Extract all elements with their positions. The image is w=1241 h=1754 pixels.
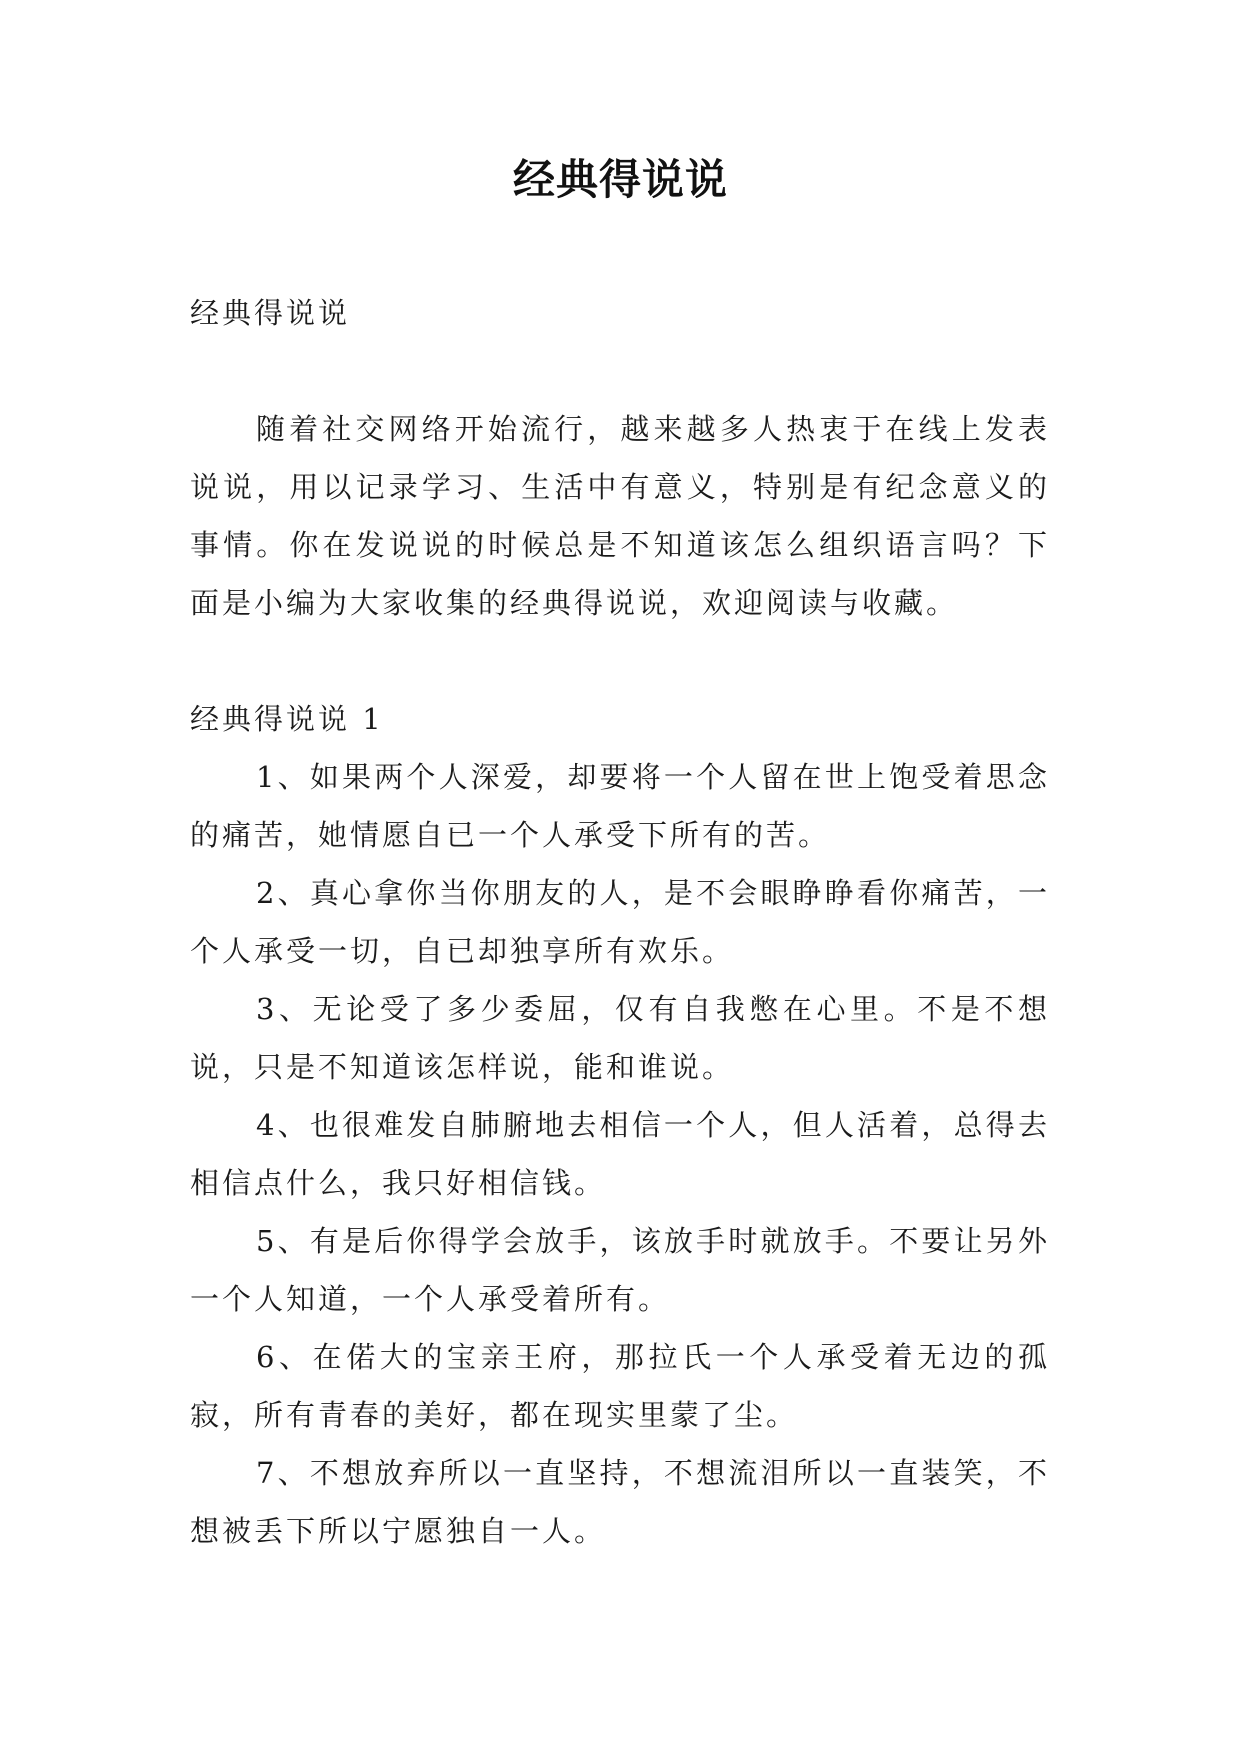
document-body [190, 284, 1050, 1560]
document-title: 经典得说说 [512, 155, 728, 204]
list-item: 5、有是后你得学会放手，该放手时就放手。不要让另外一个人知道，一个人承受着所有。 [190, 1224, 1050, 1316]
list-item: 3、无论受了多少委屈，仅有自我憋在心里。不是不想说，只是不知道该怎样说，能和谁说。 [190, 992, 1050, 1084]
spacer [190, 632, 1050, 690]
intro-paragraph: 随着社交网络开始流行，越来越多人热衷于在线上发表说说，用以记录学习、生活中有意义，特别是有纪念意义的事情。你在发说说的时候总是不知道该怎么组织语言吗？下面是小编为大家收集的经典得说说，欢迎阅读与收藏。 [190, 412, 1050, 620]
spacer [190, 342, 1050, 400]
document-subtitle: 经典得说说 [190, 296, 351, 330]
list-item: 1、如果两个人深爱，却要将一个人留在世上饱受着思念的痛苦，她情愿自已一个人承受下所有的苦。 [190, 760, 1050, 852]
list-item: 7、不想放弃所以一直坚持，不想流泪所以一直装笑，不想被丢下所以宁愿独自一人。 [190, 1456, 1050, 1548]
list-item: 6、在偌大的宝亲王府，那拉氏一个人承受着无边的孤寂，所有青春的美好，都在现实里蒙了尘。 [190, 1340, 1050, 1432]
list-item: 4、也很难发自肺腑地去相信一个人，但人活着，总得去相信点什么，我只好相信钱。 [190, 1108, 1050, 1200]
list-item: 2、真心拿你当你朋友的人，是不会眼睁睁看你痛苦，一个人承受一切，自已却独享所有欢乐。 [190, 876, 1050, 968]
section-heading: 经典得说说 1 [190, 702, 384, 736]
